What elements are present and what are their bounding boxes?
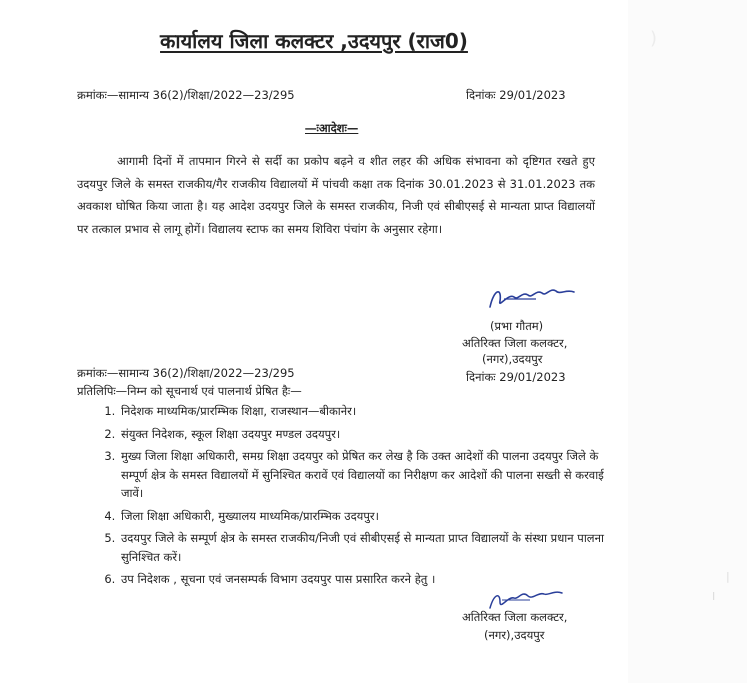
signature-1 (484, 283, 580, 315)
copy-label: प्रतिलिपिः—निम्न को सूचनार्थ एवं पालनार्थ प्रेषित हैः— (77, 384, 302, 398)
signatory-2-designation: अतिरिक्त जिला कलक्टर, (462, 610, 568, 624)
copy-list (94, 402, 619, 593)
ghost-mark: | (726, 570, 730, 583)
list-item: 5. उदयपुर जिले के सम्पूर्ण क्षेत्र के समस्त राजकीय/निजी एवं सीबीएसई से मान्यता प्राप्त विद्यालयों के संस्था प्रधान पालना सुनिश्चित करें। (119, 529, 619, 566)
signature-1-scribble (484, 283, 580, 315)
list-item: 1. निदेशक माध्यमिक/प्रारम्भिक शिक्षा, राजस्थान—बीकानेर। (119, 402, 619, 421)
list-item: 3. मुख्य जिला शिक्षा अधिकारी, समग्र शिक्षा उदयपुर को प्रेषित कर लेख है कि उक्त आदेशों की पालना उदयपुर जिले के सम्पूर्ण क्षेत्र के समस्त विद्यालयों में सुनिश्चित करावें एवं विद्यालयों का निरीक्षण कर आदेशों की पालना सख्ती से करवाई जावें। (119, 447, 619, 503)
list-item: 4. जिला शिक्षा अधिकारी, मुख्यालय माध्यमिक/प्रारम्भिक उदयपुर। (119, 507, 619, 526)
signatory-1-designation: अतिरिक्त जिला कलक्टर, (462, 336, 568, 350)
list-item: 2. संयुक्त निदेशक, स्कूल शिक्षा उदयपुर मण्डल उदयपुर। (119, 425, 619, 444)
office-title: कार्यालय जिला कलक्टर ,उदयपुर (राज0) (160, 29, 468, 53)
order-heading: —ःआदेशः— (305, 121, 359, 135)
reference-number: क्रमांकः—सामान्य 36(2)/शिक्षा/2022—23/295 (77, 88, 295, 102)
signatory-1-office: (नगर),उदयपुर (482, 352, 543, 366)
order-body: आगामी दिनों में तापमान गिरने से सर्दी का प्रकोप बढ़ने व शीत लहर की अधिक संभावना को दृष्टिगत रखते हुए उदयपुर जिले के समस्त राजकीय/गैर राजकीय विद्यालयों में पांचवी कक्षा तक दिनांक 30.01.2023 से 31.01.2023 तक अवकाश घोषित किया जाता है। यह आदेश उदयपुर जिले के समस्त राजकीय, निजी एवं सीबीएसई से मान्यता प्राप्त विद्यालयों पर तत्काल प्रभाव से लागू होगें। विद्यालय स्टाफ का समय शिविरा पंचांग के अनुसार रहेगा। (77, 154, 595, 236)
signatory-1-name: (प्रभा गौतम) (490, 319, 544, 333)
copy-date: दिनांकः 29/01/2023 (466, 370, 566, 384)
signatory-2-office: (नगर),उदयपुर (484, 628, 545, 642)
background-edge (628, 0, 747, 683)
list-item: 6. उप निदेशक , सूचना एवं जनसम्पर्क विभाग उदयपुर पास प्रसारित करने हेतु । (119, 570, 619, 589)
order-date: दिनांकः 29/01/2023 (466, 88, 566, 102)
ghost-bracket: ) (650, 28, 658, 49)
copy-reference-number: क्रमांकः—सामान्य 36(2)/शिक्षा/2022—23/295 (77, 366, 295, 380)
ghost-mark: I (712, 590, 716, 603)
